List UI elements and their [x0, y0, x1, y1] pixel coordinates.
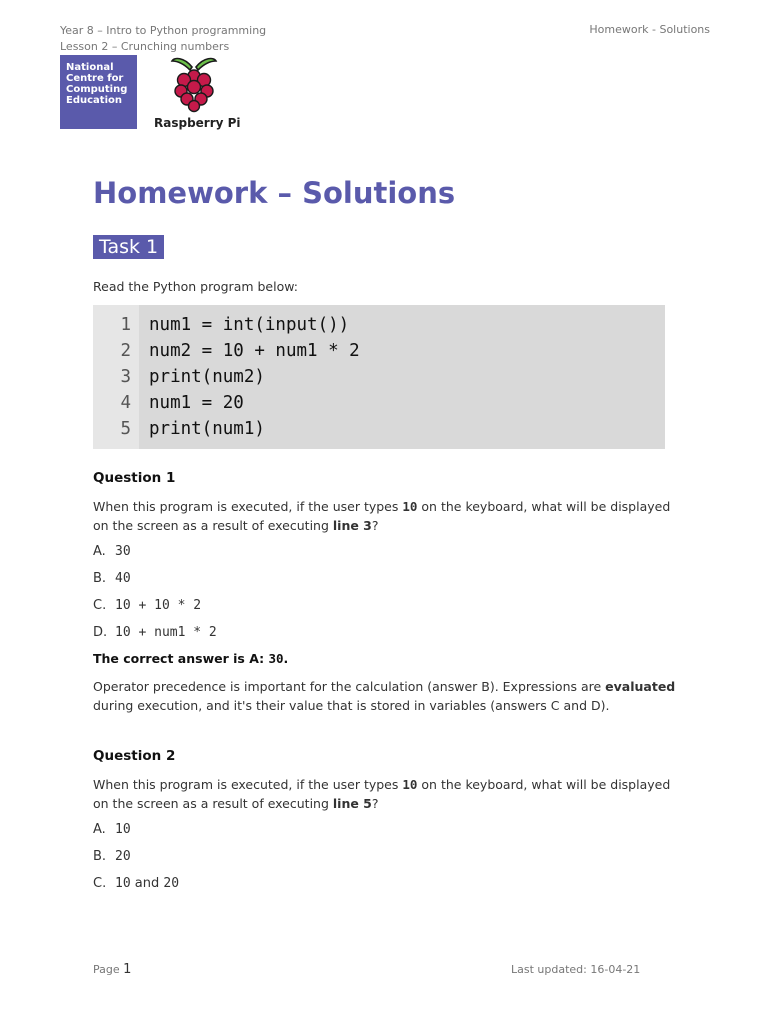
inline-code: 10 — [402, 499, 418, 514]
lesson-title: Lesson 2 – Crunching numbers — [60, 40, 230, 53]
question-2-option: B. 20 — [93, 849, 131, 864]
line-number: 2 — [120, 341, 131, 361]
raspberry-icon — [168, 55, 220, 113]
question-1-option: D. 10 + num1 * 2 — [93, 625, 217, 640]
task-intro: Read the Python program below: — [93, 279, 298, 294]
code-text: num1 = int(input()) — [149, 315, 350, 335]
page-footer-number: Page 1 — [93, 962, 132, 977]
inline-code: 10 — [402, 777, 418, 792]
task-badge: Task 1 — [93, 235, 164, 259]
question-1-option: B. 40 — [93, 571, 131, 586]
question-2-option: C. 10 and 20 — [93, 876, 180, 891]
question-2-option: A. 10 — [93, 822, 131, 837]
line-number: 1 — [120, 315, 131, 335]
question-1-heading: Question 1 — [93, 470, 176, 486]
ncce-logo-line: National — [66, 62, 114, 73]
line-number: 5 — [120, 419, 131, 439]
document-header-left — [60, 23, 266, 55]
page-title: Homework – Solutions — [93, 176, 456, 210]
code-block — [93, 305, 665, 449]
ncce-logo-line: Computing — [66, 84, 128, 95]
question-2-heading: Question 2 — [93, 748, 176, 764]
line-number: 3 — [120, 367, 131, 387]
course-title: Year 8 – Intro to Python programming — [60, 24, 267, 37]
question-1-explanation: Operator precedence is important for the calculation (answer B). Expressions are evaluated during execution, and it's their value that is stored in variables (answers C and D). — [93, 679, 676, 713]
page-number: 1 — [123, 962, 132, 977]
raspberry-pi-wordmark: Raspberry Pi — [154, 116, 241, 130]
ncce-logo-line: Education — [66, 95, 122, 106]
code-text: num1 = 20 — [149, 393, 244, 413]
bold-text: evaluated — [605, 679, 676, 694]
code-text: print(num1) — [149, 419, 265, 439]
bold-text: line 5 — [332, 796, 372, 811]
question-1-answer: The correct answer is A: 30. — [93, 651, 289, 666]
raspberry-pi-logo — [150, 55, 240, 130]
ncce-logo-line: Centre for — [66, 73, 124, 84]
ncce-logo — [60, 55, 137, 129]
line-number: 4 — [120, 393, 131, 413]
question-1-prompt: When this program is executed, if the user types 10 on the keyboard, what will be displayed on the screen as a result of executing line 3? — [93, 499, 671, 533]
code-text: num2 = 10 + num1 * 2 — [149, 341, 360, 361]
bold-text: line 3 — [332, 518, 372, 533]
document-type: Homework - Solutions — [589, 23, 710, 36]
question-1-option: A. 30 — [93, 544, 131, 559]
question-2-prompt: When this program is executed, if the user types 10 on the keyboard, what will be displayed on the screen as a result of executing line 5? — [93, 777, 671, 811]
question-1-option: C. 10 + 10 * 2 — [93, 598, 202, 613]
last-updated: Last updated: 16-04-21 — [511, 963, 641, 976]
code-text: print(num2) — [149, 367, 265, 387]
